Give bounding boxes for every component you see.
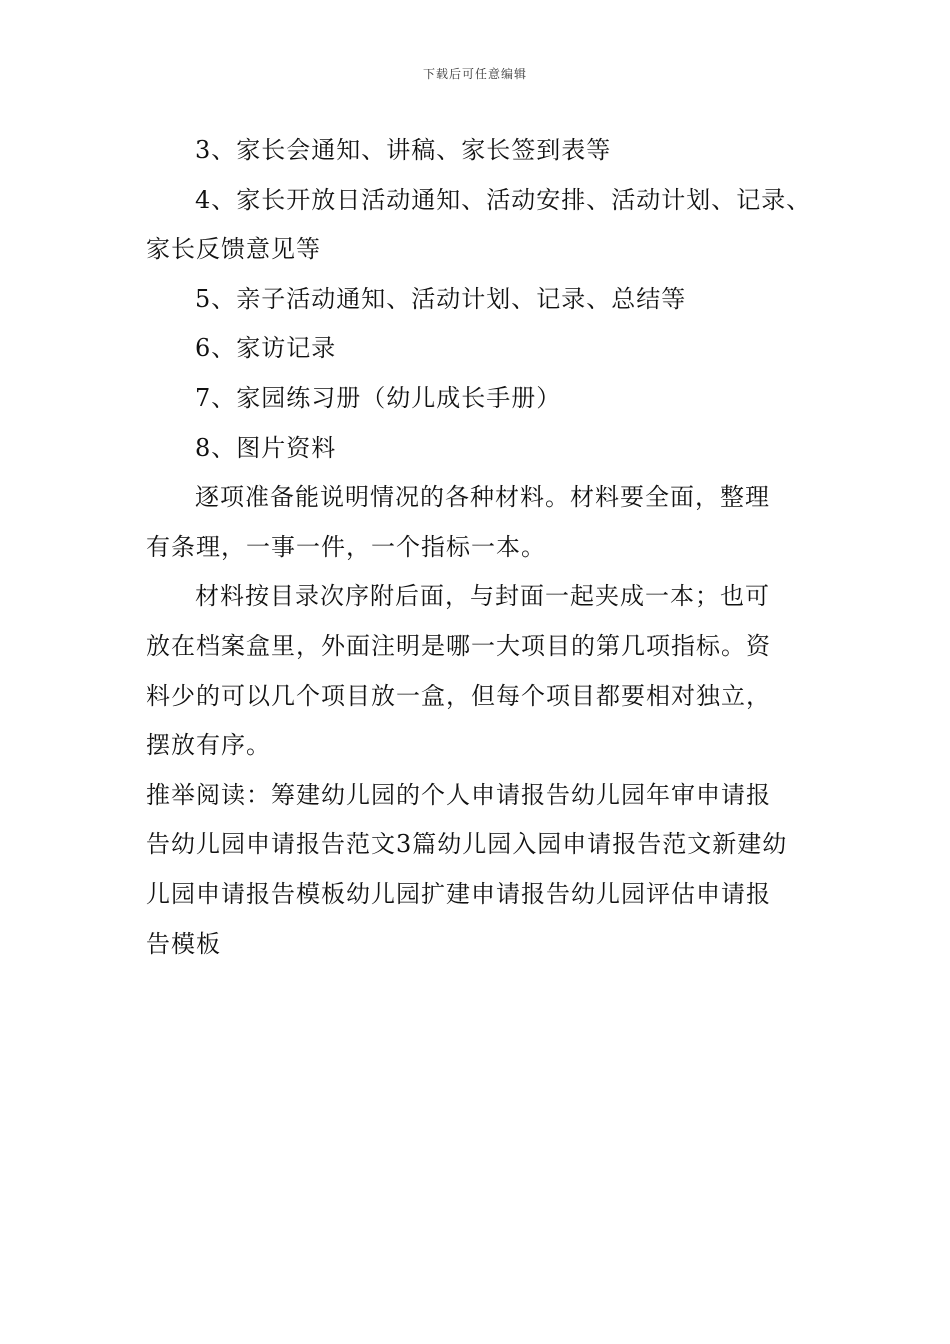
document-body [146, 126, 818, 969]
list-item-4: 4、家长开放日活动通知、活动安排、活动计划、记录、 [195, 185, 812, 214]
paragraph-line: 有条理，一事一件，一个指标一本。 [146, 532, 546, 561]
recommended-reading-line: 推举阅读：筹建幼儿园的个人申请报告幼儿园年审申请报 [146, 780, 771, 809]
list-item-8: 8、图片资料 [195, 433, 337, 462]
paragraph-line: 放在档案盒里，外面注明是哪一大项目的第几项指标。资 [146, 631, 771, 660]
recommended-reading-line: 告模板 [146, 929, 221, 958]
paragraph-line: 料少的可以几个项目放一盒，但每个项目都要相对独立， [146, 681, 771, 710]
recommended-reading-line: 告幼儿园申请报告范文3篇幼儿园入园申请报告范文新建幼 [146, 830, 788, 859]
list-item-6: 6、家访记录 [195, 334, 337, 363]
paragraph-line: 材料按目录次序附后面，与封面一起夹成一本；也可 [195, 582, 770, 611]
paragraph-line: 逐项准备能说明情况的各种材料。材料要全面，整理 [195, 483, 770, 512]
list-item-4-continued: 家长反馈意见等 [146, 235, 321, 264]
recommended-reading-line: 儿园申请报告模板幼儿园扩建申请报告幼儿园评估申请报 [146, 879, 771, 908]
page-header: 下载后可任意编辑 [422, 67, 527, 81]
list-item-7: 7、家园练习册（幼儿成长手册） [195, 383, 562, 412]
list-item-5: 5、亲子活动通知、活动计划、记录、总结等 [195, 284, 687, 313]
paragraph-line: 摆放有序。 [146, 731, 271, 760]
list-item-3: 3、家长会通知、讲稿、家长签到表等 [195, 136, 612, 164]
